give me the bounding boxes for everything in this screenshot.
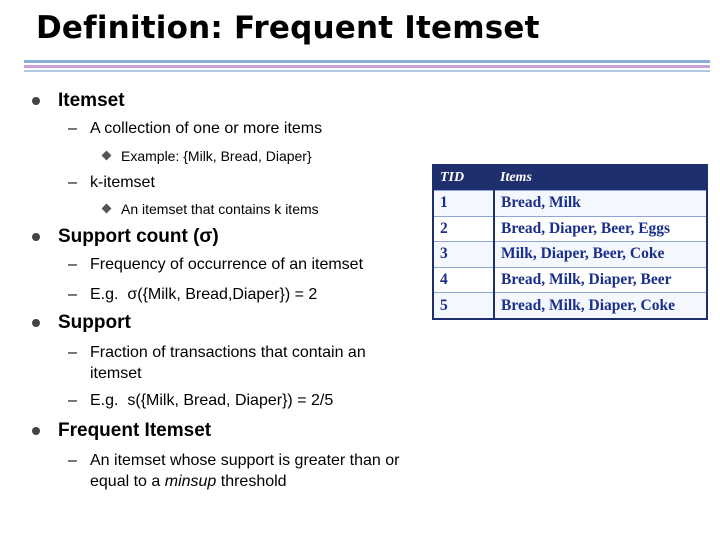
sub-bullet bbox=[68, 256, 364, 274]
tid-cell: 5 bbox=[433, 293, 494, 319]
example-label: E.g. bbox=[90, 392, 119, 409]
table-row bbox=[433, 216, 707, 242]
bullet-itemset bbox=[58, 90, 125, 112]
items-cell: Bread, Milk bbox=[494, 191, 707, 217]
diamond-bullet-icon bbox=[102, 204, 112, 214]
column-header-items: Items bbox=[494, 165, 707, 191]
slide-title: Definition: Frequent Itemset bbox=[36, 10, 540, 46]
diamond-bullet-icon bbox=[102, 151, 112, 161]
tid-cell: 4 bbox=[433, 267, 494, 293]
dash-icon: – bbox=[68, 174, 77, 191]
sub-bullet-text: threshold bbox=[216, 473, 287, 490]
minsup-term: minsup bbox=[164, 473, 217, 490]
example-label: E.g. bbox=[90, 286, 119, 303]
sub-sub-bullet-text: An itemset that contains k items bbox=[121, 201, 319, 217]
table-row bbox=[433, 267, 707, 293]
table-row bbox=[433, 293, 707, 319]
items-cell: Bread, Milk, Diaper, Beer bbox=[494, 267, 707, 293]
example-expression: s({Milk, Bread, Diaper}) = 2/5 bbox=[127, 392, 334, 409]
dash-icon: – bbox=[68, 120, 77, 137]
sub-bullet bbox=[68, 342, 410, 384]
column-header-tid: TID bbox=[433, 165, 494, 191]
items-cell: Bread, Diaper, Beer, Eggs bbox=[494, 216, 707, 242]
transactions-table bbox=[432, 164, 708, 320]
sub-bullet bbox=[68, 120, 323, 138]
sub-bullet-text: A collection of one or more items bbox=[90, 120, 323, 137]
table-row bbox=[433, 242, 707, 268]
tid-cell: 3 bbox=[433, 242, 494, 268]
sub-bullet bbox=[68, 392, 334, 410]
dash-icon: – bbox=[68, 392, 77, 409]
bullet-heading: Support count (σ) bbox=[58, 226, 219, 247]
bullet-heading: Itemset bbox=[58, 90, 125, 111]
sub-bullet bbox=[68, 286, 318, 304]
bullet-frequent-itemset bbox=[58, 420, 211, 442]
tid-cell: 2 bbox=[433, 216, 494, 242]
items-cell: Milk, Diaper, Beer, Coke bbox=[494, 242, 707, 268]
sub-bullet-text: k-itemset bbox=[90, 174, 155, 191]
bullet-dot-icon bbox=[32, 427, 40, 435]
tid-cell: 1 bbox=[433, 191, 494, 217]
bullet-heading: Support bbox=[58, 312, 131, 333]
items-cell: Bread, Milk, Diaper, Coke bbox=[494, 293, 707, 319]
dash-icon: – bbox=[68, 452, 77, 469]
sub-bullet-text: An itemset whose support is greater than or equal to a bbox=[90, 452, 400, 490]
title-underline bbox=[24, 60, 710, 63]
dash-icon: – bbox=[68, 286, 77, 303]
sub-bullet bbox=[68, 174, 155, 192]
bullet-heading: Frequent Itemset bbox=[58, 420, 212, 441]
dash-icon: – bbox=[68, 256, 77, 273]
title-underline bbox=[24, 70, 710, 72]
sub-sub-bullet bbox=[121, 148, 312, 164]
bullet-support-count bbox=[58, 226, 219, 248]
dash-icon: – bbox=[68, 344, 77, 361]
sub-bullet-text: Fraction of transactions that contain an itemset bbox=[90, 344, 366, 382]
sub-bullet bbox=[68, 450, 400, 492]
bullet-dot-icon bbox=[32, 97, 40, 105]
table-header-row bbox=[433, 165, 707, 191]
bullet-support bbox=[58, 312, 131, 334]
title-underline bbox=[24, 65, 710, 68]
bullet-dot-icon bbox=[32, 319, 40, 327]
example-expression: σ({Milk, Bread,Diaper}) = 2 bbox=[127, 286, 318, 303]
sub-sub-bullet-text: Example: {Milk, Bread, Diaper} bbox=[121, 148, 312, 164]
table-row bbox=[433, 191, 707, 217]
sub-sub-bullet bbox=[121, 201, 319, 217]
sub-bullet-text: Frequency of occurrence of an itemset bbox=[90, 256, 364, 273]
bullet-dot-icon bbox=[32, 233, 40, 241]
